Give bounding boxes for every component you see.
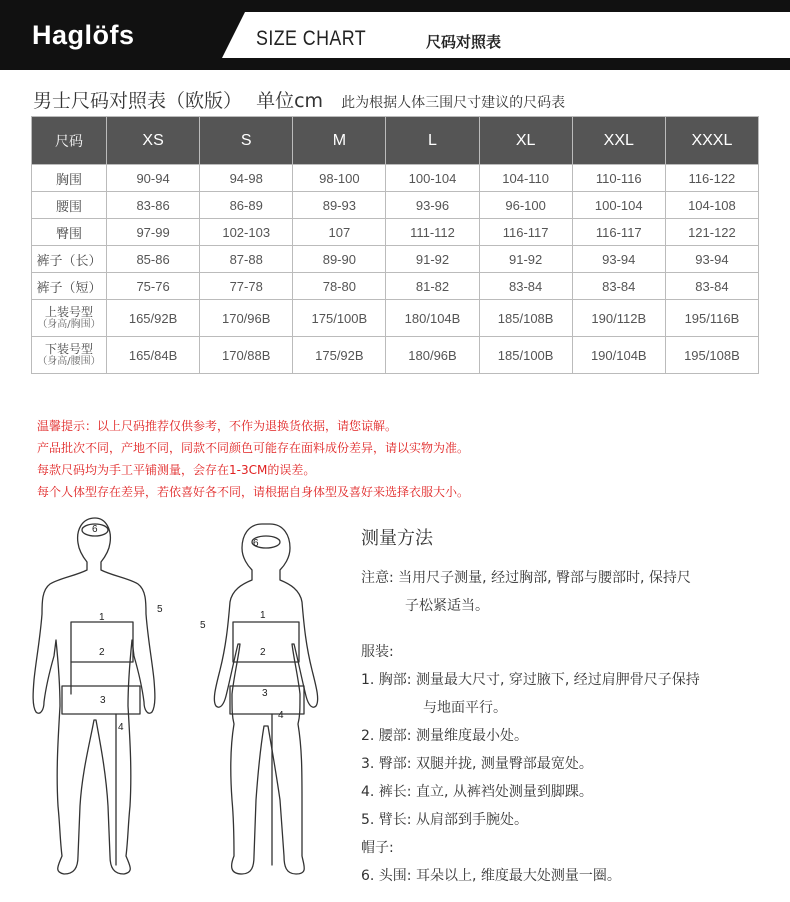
- table-cell: 94-98: [200, 165, 293, 192]
- body-outline-figures: [20, 510, 340, 890]
- table-row: [32, 219, 759, 246]
- male-label-arm: 5: [157, 604, 163, 615]
- row-label-main: 下装号型: [44, 341, 93, 356]
- table-row: [32, 192, 759, 219]
- female-label-hip: 3: [262, 688, 268, 699]
- row-label-sub: （身高/胸围）: [37, 318, 101, 330]
- subtitle-title: 男士尺码对照表（欧版）: [33, 90, 243, 112]
- table-cell: 91-92: [386, 246, 479, 273]
- brand-logo: Haglöfs: [32, 20, 135, 50]
- header-cell: XXXL: [665, 117, 758, 165]
- female-label-waist: 2: [260, 647, 266, 658]
- female-label-chest: 1: [260, 610, 266, 621]
- hat-heading: 帽子:: [361, 840, 394, 856]
- table-cell: 102-103: [200, 219, 293, 246]
- table-header-row: [32, 117, 759, 165]
- table-cell: 75-76: [107, 273, 200, 300]
- header-title-cn: 尺码对照表: [426, 33, 502, 51]
- measurement-method: [361, 524, 781, 890]
- table-cell: 121-122: [665, 219, 758, 246]
- female-label-arm: 5: [200, 620, 206, 631]
- table-cell: 85-86: [107, 246, 200, 273]
- table-cell: 195/108B: [665, 337, 758, 374]
- size-table: [31, 116, 759, 374]
- row-label-main: 上装号型: [44, 304, 93, 319]
- table-cell: 93-96: [386, 192, 479, 219]
- table-cell: 77-78: [200, 273, 293, 300]
- female-chest-box: [233, 622, 299, 662]
- header-cell: L: [386, 117, 479, 165]
- table-cell: 170/96B: [200, 300, 293, 337]
- row-label-sub: （身高/腰围）: [37, 355, 101, 367]
- row-label: [32, 337, 107, 374]
- table-cell: 165/92B: [107, 300, 200, 337]
- header-cell: XXL: [572, 117, 665, 165]
- warning-line: 每款尺码均为手工平铺测量，会存在1-3CM的误差。: [37, 463, 316, 477]
- header-cell: 尺码: [32, 117, 107, 165]
- table-cell: 90-94: [107, 165, 200, 192]
- table-cell: 107: [293, 219, 386, 246]
- table-cell: 116-117: [479, 219, 572, 246]
- table-cell: 110-116: [572, 165, 665, 192]
- table-cell: 78-80: [293, 273, 386, 300]
- table-cell: 175/100B: [293, 300, 386, 337]
- table-row: [32, 300, 759, 337]
- warning-notes: [37, 415, 469, 503]
- method-item-pants: 4. 裤长: 直立, 从裤裆处测量到脚踝。: [361, 784, 593, 800]
- table-cell: 86-89: [200, 192, 293, 219]
- table-cell: 93-94: [665, 246, 758, 273]
- table-cell: 185/100B: [479, 337, 572, 374]
- header-cell: XL: [479, 117, 572, 165]
- table-cell: 180/104B: [386, 300, 479, 337]
- table-cell: 175/92B: [293, 337, 386, 374]
- header-cell: XS: [107, 117, 200, 165]
- table-cell: 190/104B: [572, 337, 665, 374]
- table-cell: 83-84: [479, 273, 572, 300]
- warning-line: 温馨提示：以上尺码推荐仅供参考，不作为退换货依据，请您谅解。: [37, 419, 398, 433]
- table-cell: 195/116B: [665, 300, 758, 337]
- subtitle-note: 此为根据人体三围尺寸建议的尺码表: [341, 95, 566, 111]
- table-cell: 93-94: [572, 246, 665, 273]
- male-label-inseam: 4: [118, 722, 124, 733]
- row-label: 胸围: [32, 165, 107, 192]
- table-cell: 116-122: [665, 165, 758, 192]
- method-item-hip: 3. 臀部: 双腿并拢, 测量臀部最宽处。: [361, 756, 593, 772]
- method-item-waist: 2. 腰部: 测量维度最小处。: [361, 728, 528, 744]
- table-cell: 111-112: [386, 219, 479, 246]
- table-cell: 180/96B: [386, 337, 479, 374]
- table-cell: 81-82: [386, 273, 479, 300]
- male-chest-line-ref: [72, 622, 122, 658]
- method-item-arm: 5. 臂长: 从肩部到手腕处。: [361, 812, 528, 828]
- table-cell: 89-90: [293, 246, 386, 273]
- table-cell: 185/108B: [479, 300, 572, 337]
- row-label: [32, 300, 107, 337]
- warning-line: 每个人体型存在差异，若依喜好各不同，请根据自身体型及喜好来选择衣服大小。: [37, 485, 470, 499]
- table-cell: 98-100: [293, 165, 386, 192]
- table-cell: 170/88B: [200, 337, 293, 374]
- female-label-inseam: 4: [278, 710, 284, 721]
- male-label-waist: 2: [99, 647, 105, 658]
- row-label: 裤子（短）: [32, 273, 107, 300]
- table-cell: 87-88: [200, 246, 293, 273]
- male-label-chest: 1: [99, 612, 105, 623]
- table-cell: 89-93: [293, 192, 386, 219]
- table-row: [32, 165, 759, 192]
- method-item-chest-cont: 与地面平行。: [423, 700, 507, 716]
- table-cell: 83-86: [107, 192, 200, 219]
- female-label-head: 6: [253, 538, 259, 549]
- table-cell: 165/84B: [107, 337, 200, 374]
- size-chart-title: SIZE CHART: [256, 27, 367, 50]
- table-cell: 96-100: [479, 192, 572, 219]
- method-item-head: 6. 头围: 耳朵以上, 维度最大处测量一圈。: [361, 868, 621, 884]
- table-cell: 83-84: [572, 273, 665, 300]
- row-label: 臀围: [32, 219, 107, 246]
- table-cell: 97-99: [107, 219, 200, 246]
- table-cell: 100-104: [386, 165, 479, 192]
- table-cell: 83-84: [665, 273, 758, 300]
- header-cell: M: [293, 117, 386, 165]
- table-row: [32, 337, 759, 374]
- table-row: [32, 273, 759, 300]
- table-cell: 100-104: [572, 192, 665, 219]
- table-cell: 91-92: [479, 246, 572, 273]
- male-label-hip: 3: [100, 695, 106, 706]
- table-row: [32, 246, 759, 273]
- male-body-outline: [33, 518, 155, 874]
- table-cell: 104-108: [665, 192, 758, 219]
- row-label: 裤子（长）: [32, 246, 107, 273]
- method-note: 注意: 当用尺子测量, 经过胸部, 臀部与腰部时, 保持尺: [361, 570, 691, 586]
- table-cell: 104-110: [479, 165, 572, 192]
- male-label-head: 6: [92, 524, 98, 535]
- row-label: 腰围: [32, 192, 107, 219]
- male-figure: [33, 518, 155, 874]
- method-title: 测量方法: [361, 528, 433, 549]
- female-figure: [214, 524, 317, 874]
- table-cell: 116-117: [572, 219, 665, 246]
- header-banner: [0, 0, 790, 70]
- subtitle-unit: 单位cm: [256, 90, 324, 112]
- measurement-figures: [20, 510, 340, 890]
- method-item-chest: 1. 胸部: 测量最大尺寸, 穿过腋下, 经过肩胛骨尺子保持: [361, 672, 700, 688]
- method-note-cont: 子松紧适当。: [405, 598, 489, 614]
- table-cell: 190/112B: [572, 300, 665, 337]
- warning-line: 产品批次不同，产地不同，同款不同颜色可能存在面料成份差异，请以实物为准。: [37, 441, 470, 455]
- table-subtitle: [33, 86, 565, 113]
- header-cell: S: [200, 117, 293, 165]
- clothing-heading: 服装:: [361, 644, 394, 660]
